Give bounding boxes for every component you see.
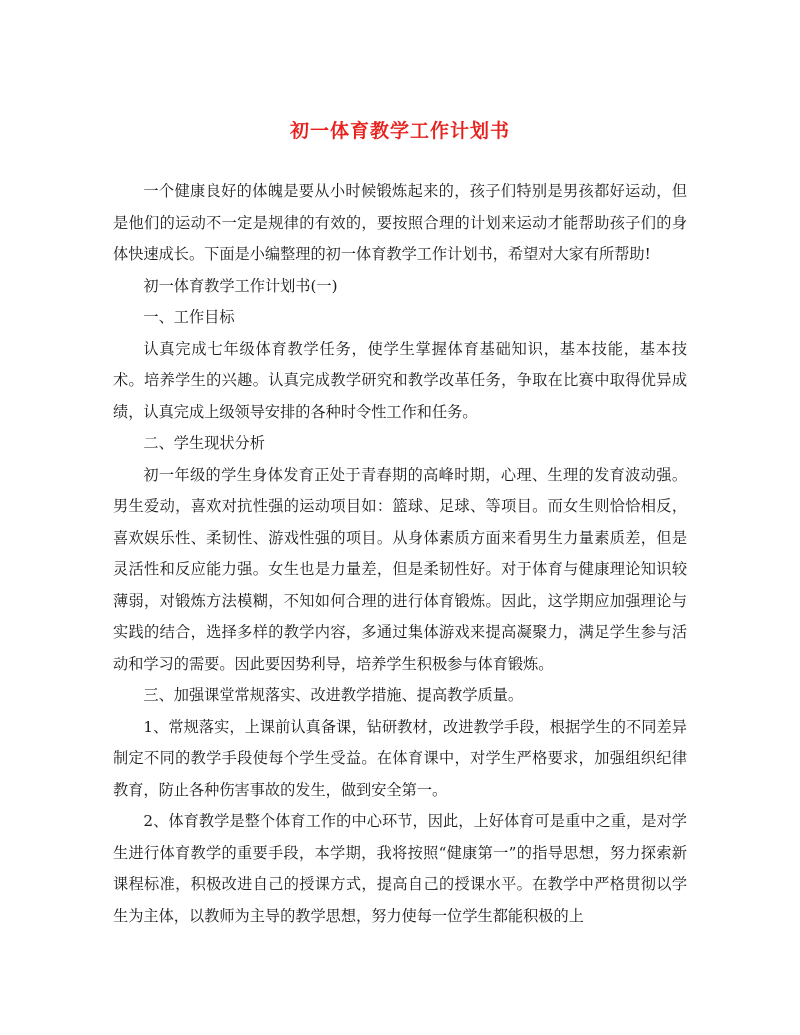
body-paragraph: 2、体育教学是整个体育工作的中心环节，因此，上好体育可是重中之重，是对学生进行体育教学的重要手段，本学期，我将按照“健康第一”的指导思想，努力探索新课程标准，积极改进自己的授课方式，提高自己的授课水平。在教学中严格贯彻以学生为主体，以教师为主导的教学思想，努力使每一位学生都能积极的上 (113, 812, 687, 925)
subsection-heading: 三、加强课堂常规落实、改进教学措施、提高教学质量。 (143, 686, 524, 704)
document-body (113, 176, 687, 932)
subsection-heading: 二、学生现状分析 (143, 434, 265, 452)
section-heading: 初一体育教学工作计划书(一) (143, 276, 338, 295)
body-paragraph: 认真完成七年级体育教学任务，使学生掌握体育基础知识，基本技能，基本技术。培养学生的兴趣。认真完成教学研究和教学改革任务，争取在比赛中取得优异成绩，认真完成上级领导安排的各种时令性工作和任务。 (113, 339, 687, 421)
document-title: 初一体育教学工作计划书 (289, 120, 510, 142)
subsection-heading: 一、工作目标 (143, 308, 235, 326)
intro-paragraph: 一个健康良好的体魄是要从小时候锻炼起来的，孩子们特别是男孩都好运动，但是他们的运动不一定是规律的有效的，要按照合理的计划来运动才能帮助孩子们的身体快速成长。下面是小编整理的初一体育教学工作计划书，希望对大家有所帮助! (113, 182, 687, 263)
body-paragraph: 初一年级的学生身体发育正处于青春期的高峰时期，心理、生理的发育波动强。男生爱动，喜欢对抗性强的运动项目如：篮球、足球、等项目。而女生则恰恰相反，喜欢娱乐性、柔韧性、游戏性强的项目。从身体素质方面来看男生力量素质差，但是灵活性和反应能力强。女生也是力量差，但是柔韧性好。对于体育与健康理论知识较薄弱，对锻炼方法模糊，不知如何合理的进行体育锻炼。因此，这学期应加强理论与实践的结合，选择多样的教学内容，多通过集体游戏来提高凝聚力，满足学生参与活动和学习的需要。因此要因势利导，培养学生积极参与体育锻炼。 (113, 465, 687, 673)
body-paragraph: 1、常规落实，上课前认真备课，钻研教材，改进教学手段，根据学生的不同差异制定不同的教学手段使每个学生受益。在体育课中，对学生严格要求，加强组织纪律教育，防止各种伤害事故的发生，做到安全第一。 (113, 717, 687, 799)
